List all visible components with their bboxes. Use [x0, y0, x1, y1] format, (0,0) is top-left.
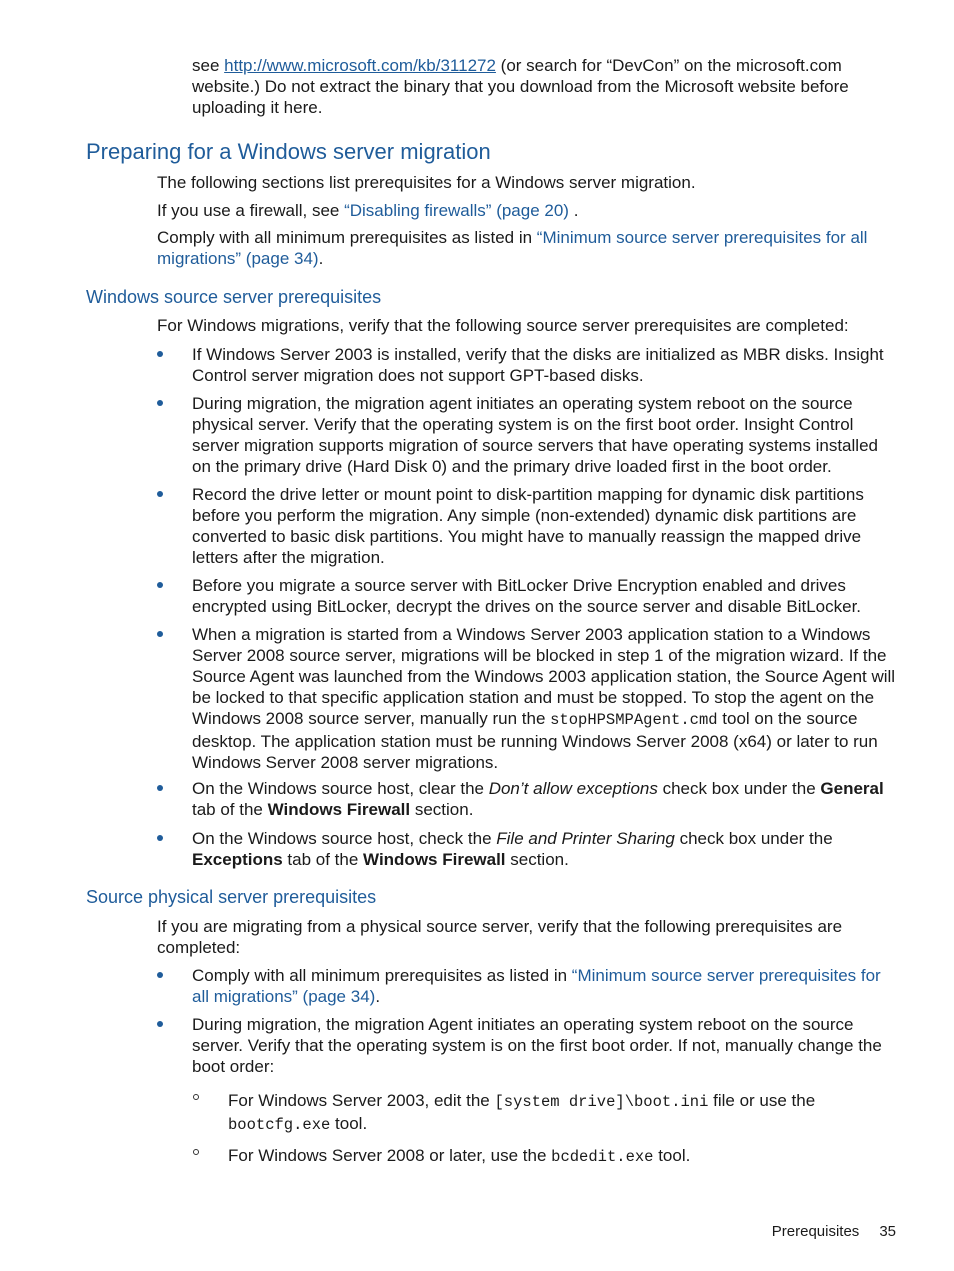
p3-text: Comply with all minimum prerequisites as listed in [157, 228, 537, 247]
b7-text-3: tab of the [282, 850, 364, 869]
b7-text-2: check box under the [674, 829, 833, 848]
section-title-source-physical: Source physical server prerequisites [86, 887, 377, 907]
page-number: 35 [879, 1223, 896, 1240]
section-title-preparing: Preparing for a Windows server migration [86, 139, 491, 164]
intro-text: (or search for “DevCon” on the microsoft.com website.) Do not extract the binary that you download from the Microsoft website before uploading it here. [192, 56, 849, 117]
b6-bold-general: General [820, 779, 884, 798]
section1-paragraph-2 [157, 200, 897, 221]
b7-text-4: section. [505, 850, 569, 869]
list-item-text [192, 778, 897, 820]
section2-intro: For Windows migrations, verify that the following source server prerequisites are completed: [157, 316, 849, 335]
bullet-icon [157, 835, 163, 841]
s1-text: For Windows Server 2003, edit the [228, 1091, 495, 1110]
list-item-text [192, 965, 897, 1007]
bullet-icon [157, 582, 163, 588]
s1-text-end: tool. [330, 1114, 368, 1133]
b5-text-end: tool on the source desktop. The application station must be running Windows Server 2008 (x64) or later to run Windows Server 2008 server migrations. [192, 709, 878, 772]
section-title-windows-source: Windows source server prerequisites [86, 287, 382, 307]
page-footer [772, 1222, 896, 1242]
intro-see: see [192, 56, 225, 75]
b7-bold-firewall: Windows Firewall [363, 850, 506, 869]
sub-list-item-text [228, 1145, 897, 1168]
footer-section-name: Prerequisites [771, 1223, 860, 1240]
b6-text-3: tab of the [192, 800, 268, 819]
p2-end: . [568, 201, 579, 220]
p2-text: If you use a firewall, see [157, 201, 345, 220]
stop-agent-command: stopHPSMPAgent.cmd [550, 711, 718, 729]
s3b1-text: Comply with all minimum prerequisites as listed in [192, 966, 572, 985]
b7-bold-exceptions: Exceptions [192, 850, 283, 869]
bullet-icon [157, 785, 163, 791]
list-item-text: If Windows Server 2003 is installed, verify that the disks are initialized as MBR disks. Insight Control server migration does not support GPT-based disks. [192, 345, 884, 385]
minimum-prereqs-link[interactable]: “Minimum source server prerequisites for all migrations” (page 34) [157, 228, 868, 268]
b6-text-2: check box under the [657, 779, 821, 798]
bullet-icon [157, 351, 163, 357]
section3-intro: If you are migrating from a physical source server, verify that the following prerequisites are completed: [157, 917, 843, 957]
bullet-icon [157, 400, 163, 406]
b6-emphasis: Don’t allow exceptions [488, 779, 658, 798]
b6-bold-firewall: Windows Firewall [267, 800, 411, 819]
s2-text-end: tool. [653, 1146, 691, 1165]
bcdedit-command: bcdedit.exe [551, 1148, 654, 1166]
sub-bullet-icon [193, 1094, 199, 1100]
sub-bullet-icon [193, 1149, 199, 1155]
bullet-icon [157, 631, 163, 637]
b7-text: On the Windows source host, check the [192, 829, 497, 848]
microsoft-kb-link[interactable]: http://www.microsoft.com/kb/311272 [224, 56, 496, 75]
list-item-text: Before you migrate a source server with BitLocker Drive Encryption enabled and drives encrypted using BitLocker, decrypt the drives on the source server and disable BitLocker. [192, 576, 862, 616]
intro-paragraph [192, 55, 872, 118]
boot-ini-path: [system drive]\boot.ini [494, 1093, 709, 1111]
minimum-prereqs-link-2[interactable]: “Minimum source server prerequisites for all migrations” (page 34) [192, 966, 881, 1006]
list-item-text [192, 624, 897, 773]
bullet-icon [157, 972, 163, 978]
bootcfg-command: bootcfg.exe [228, 1116, 331, 1134]
b5-text: When a migration is started from a Windows Server 2003 application station to a Windows Server 2008 source server, migrations will be blocked in step 1 of the migration wizard. If the Source Agent was launched from the Windows 2003 application station, the Source Agent will be locked to that specific application station and must be stopped. To stop the agent on the Windows 2008 source server, manually run the [192, 625, 896, 728]
p3-end: . [318, 249, 324, 268]
b6-text-4: section. [410, 800, 474, 819]
section1-paragraph-3 [157, 227, 897, 269]
disabling-firewalls-link[interactable]: “Disabling firewalls” (page 20) [344, 201, 569, 220]
sub-list-item-text [228, 1090, 897, 1136]
list-item-text: During migration, the migration agent initiates an operating system reboot on the source physical server. Verify that the operating system is on the first boot order. Insight Control server migration supports migration of source servers that have operating systems installed on the primary drive (Hard Disk 0) and the primary drive loaded first in the boot order. [192, 394, 878, 476]
list-item-text [192, 828, 897, 870]
list-item-text: Record the drive letter or mount point to disk-partition mapping for dynamic disk partitions before you perform the migration. Any simple (non-extended) dynamic disk partitions are converted to basic disk partitions. You might have to manually reassign the mapped drive letters after the migration. [192, 485, 864, 567]
b6-text: On the Windows source host, clear the [192, 779, 489, 798]
bullet-icon [157, 1021, 163, 1027]
section1-paragraph-1: The following sections list prerequisites for a Windows server migration. [157, 173, 696, 192]
list-item-text: During migration, the migration Agent initiates an operating system reboot on the source server. Verify that the operating system is on the first boot order. If not, manually change the boot order: [192, 1015, 882, 1076]
bullet-icon [157, 491, 163, 497]
b7-emphasis: File and Printer Sharing [496, 829, 675, 848]
s2-text: For Windows Server 2008 or later, use the [228, 1146, 552, 1165]
s3b1-end: . [375, 987, 381, 1006]
s1-text-2: file or use the [708, 1091, 816, 1110]
